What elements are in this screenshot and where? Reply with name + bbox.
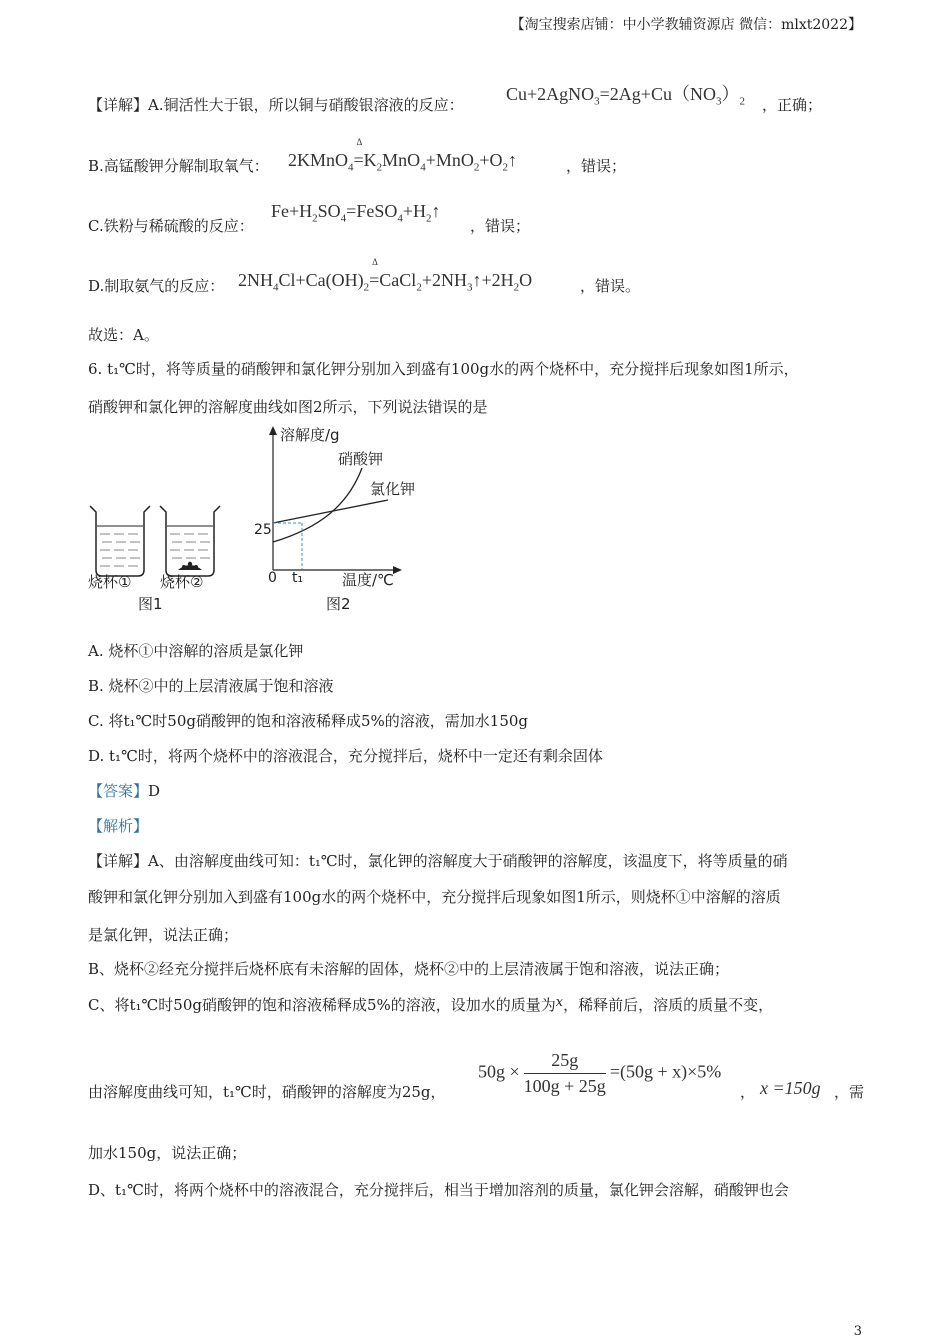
solubility-graph <box>254 426 415 589</box>
formula-c: $Fe+H_2SO_4=FeSO_4+H_2↑$ <box>271 201 441 225</box>
y-axis-arrow <box>269 426 277 435</box>
beaker-2-label: 烧杯② <box>160 573 204 591</box>
formula-d: $2NH_4Cl+Ca(OH)_2$ Δ $=CaCl_2+2NH_3↑+2H_2O$ <box>238 257 533 294</box>
detail-line-4: B、烧杯②经充分搅拌后烧杯底有未溶解的固体，烧杯②中的上层清液属于饱和溶液，说法正确； <box>88 960 730 978</box>
beaker-1-label: 烧杯① <box>88 573 132 591</box>
t1-tick-label: t₁ <box>292 570 304 586</box>
page-header: 【淘宝搜索店铺：中小学教辅资源店 微信：mlxt2022】 <box>510 17 862 33</box>
q6-line1: 6. t₁℃时，将等质量的硝酸钾和氯化钾分别加入到盛有100g水的两个烧杯中，充分搅拌后现象如图1所示， <box>88 360 799 378</box>
fig2-label: 图2 <box>326 595 351 613</box>
detail-b-text: B.高锰酸钾分解制取氧气： <box>88 157 269 175</box>
detail-d-tail: ，错误。 <box>580 277 641 295</box>
eq-solution: x =150g <box>760 1078 821 1098</box>
curve-kcl <box>273 500 388 523</box>
detail-line-6-tail: ，需 <box>834 1083 865 1101</box>
heat-condition: Δ <box>356 137 363 147</box>
curve-kno3 <box>273 468 362 542</box>
page-number: 3 <box>853 1324 862 1339</box>
option-d: D. t₁℃时，将两个烧杯中的溶液混合，充分搅拌后，烧杯中一定还有剩余固体 <box>88 747 603 765</box>
detail-a-text: 【详解】A.铜活性大于银，所以铜与硝酸银溶液的反应： <box>88 96 464 114</box>
detail-line-8: D、t₁℃时，将两个烧杯中的溶液混合，充分搅拌后，相当于增加溶剂的质量，氯化钾会溶解，硝酸钾也会 <box>88 1181 789 1199</box>
dilution-equation: 50g × $\frac{25g}{100g + 25g}$ =(50g + x)×5% <box>478 1050 722 1096</box>
answer-value: D <box>148 782 161 800</box>
heat-condition-d: Δ <box>372 257 378 267</box>
choose-answer: 故选：A。 <box>88 326 159 344</box>
analysis-tag: 【解析】 <box>88 817 149 835</box>
origin-label: 0 <box>268 570 277 586</box>
detail-line-2: 酸钾和氯化钾分别加入到盛有100g水的两个烧杯中，充分搅拌后现象如图1所示，则烧杯①中溶解的溶质 <box>88 888 781 906</box>
fig1-label: 图1 <box>138 595 163 613</box>
x-axis-label: 温度/℃ <box>342 571 394 589</box>
formula-a: $Cu+2AgNO_3=2Ag+Cu(NO_3)_2$ <box>506 84 745 108</box>
detail-line-6: 由溶解度曲线可知，t₁℃时，硝酸钾的溶解度为25g， <box>88 1083 446 1101</box>
beaker-1 <box>90 506 150 576</box>
answer-tag: 【答案】 <box>88 782 149 800</box>
detail-b-tail: ，错误； <box>566 157 627 175</box>
answer-line <box>88 780 160 801</box>
detail-c-text: C.铁粉与稀硫酸的反应： <box>88 217 254 235</box>
figure-solubility <box>80 420 420 620</box>
detail-a-tail: ，正确； <box>762 96 823 114</box>
q6-line2: 硝酸钾和氯化钾的溶解度曲线如图2所示，下列说法错误的是 <box>88 398 488 416</box>
detail-c-tail: ，错误； <box>470 217 531 235</box>
option-a: A. 烧杯①中溶解的溶质是氯化钾 <box>88 642 304 660</box>
detail-line-3: 是氯化钾，说法正确； <box>88 926 239 944</box>
detail-d-text: D.制取氨气的反应： <box>88 277 225 295</box>
y25-tick-label: 25 <box>254 522 272 538</box>
curve-kno3-label: 硝酸钾 <box>338 450 384 468</box>
y-axis-label: 溶解度/g <box>280 426 340 444</box>
curve-kcl-label: 氯化钾 <box>370 480 416 498</box>
detail-line-1: 【详解】A、由溶解度曲线可知：t₁℃时，氯化钾的溶解度大于硝酸钾的溶解度，该温度下，将等质量的硝 <box>88 852 788 870</box>
beaker-2 <box>160 506 220 576</box>
formula-b: 2KMnO$_4$ Δ $=K_2MnO_4+MnO_2+O_2↑$ <box>288 137 517 174</box>
x-axis-arrow <box>393 566 402 574</box>
option-c: C. 将t₁℃时50g硝酸钾的饱和溶液稀释成5%的溶液，需加水150g <box>88 712 529 730</box>
option-b: B. 烧杯②中的上层清液属于饱和溶液 <box>88 677 334 695</box>
detail-line-7: 加水150g，说法正确； <box>88 1144 247 1162</box>
detail-line-5: C、将t₁℃时50g硝酸钾的饱和溶液稀释成5%的溶液，设加水的质量为x，稀释前后，溶质的质量不变， <box>88 995 774 1014</box>
eq-comma: ， <box>740 1083 756 1101</box>
